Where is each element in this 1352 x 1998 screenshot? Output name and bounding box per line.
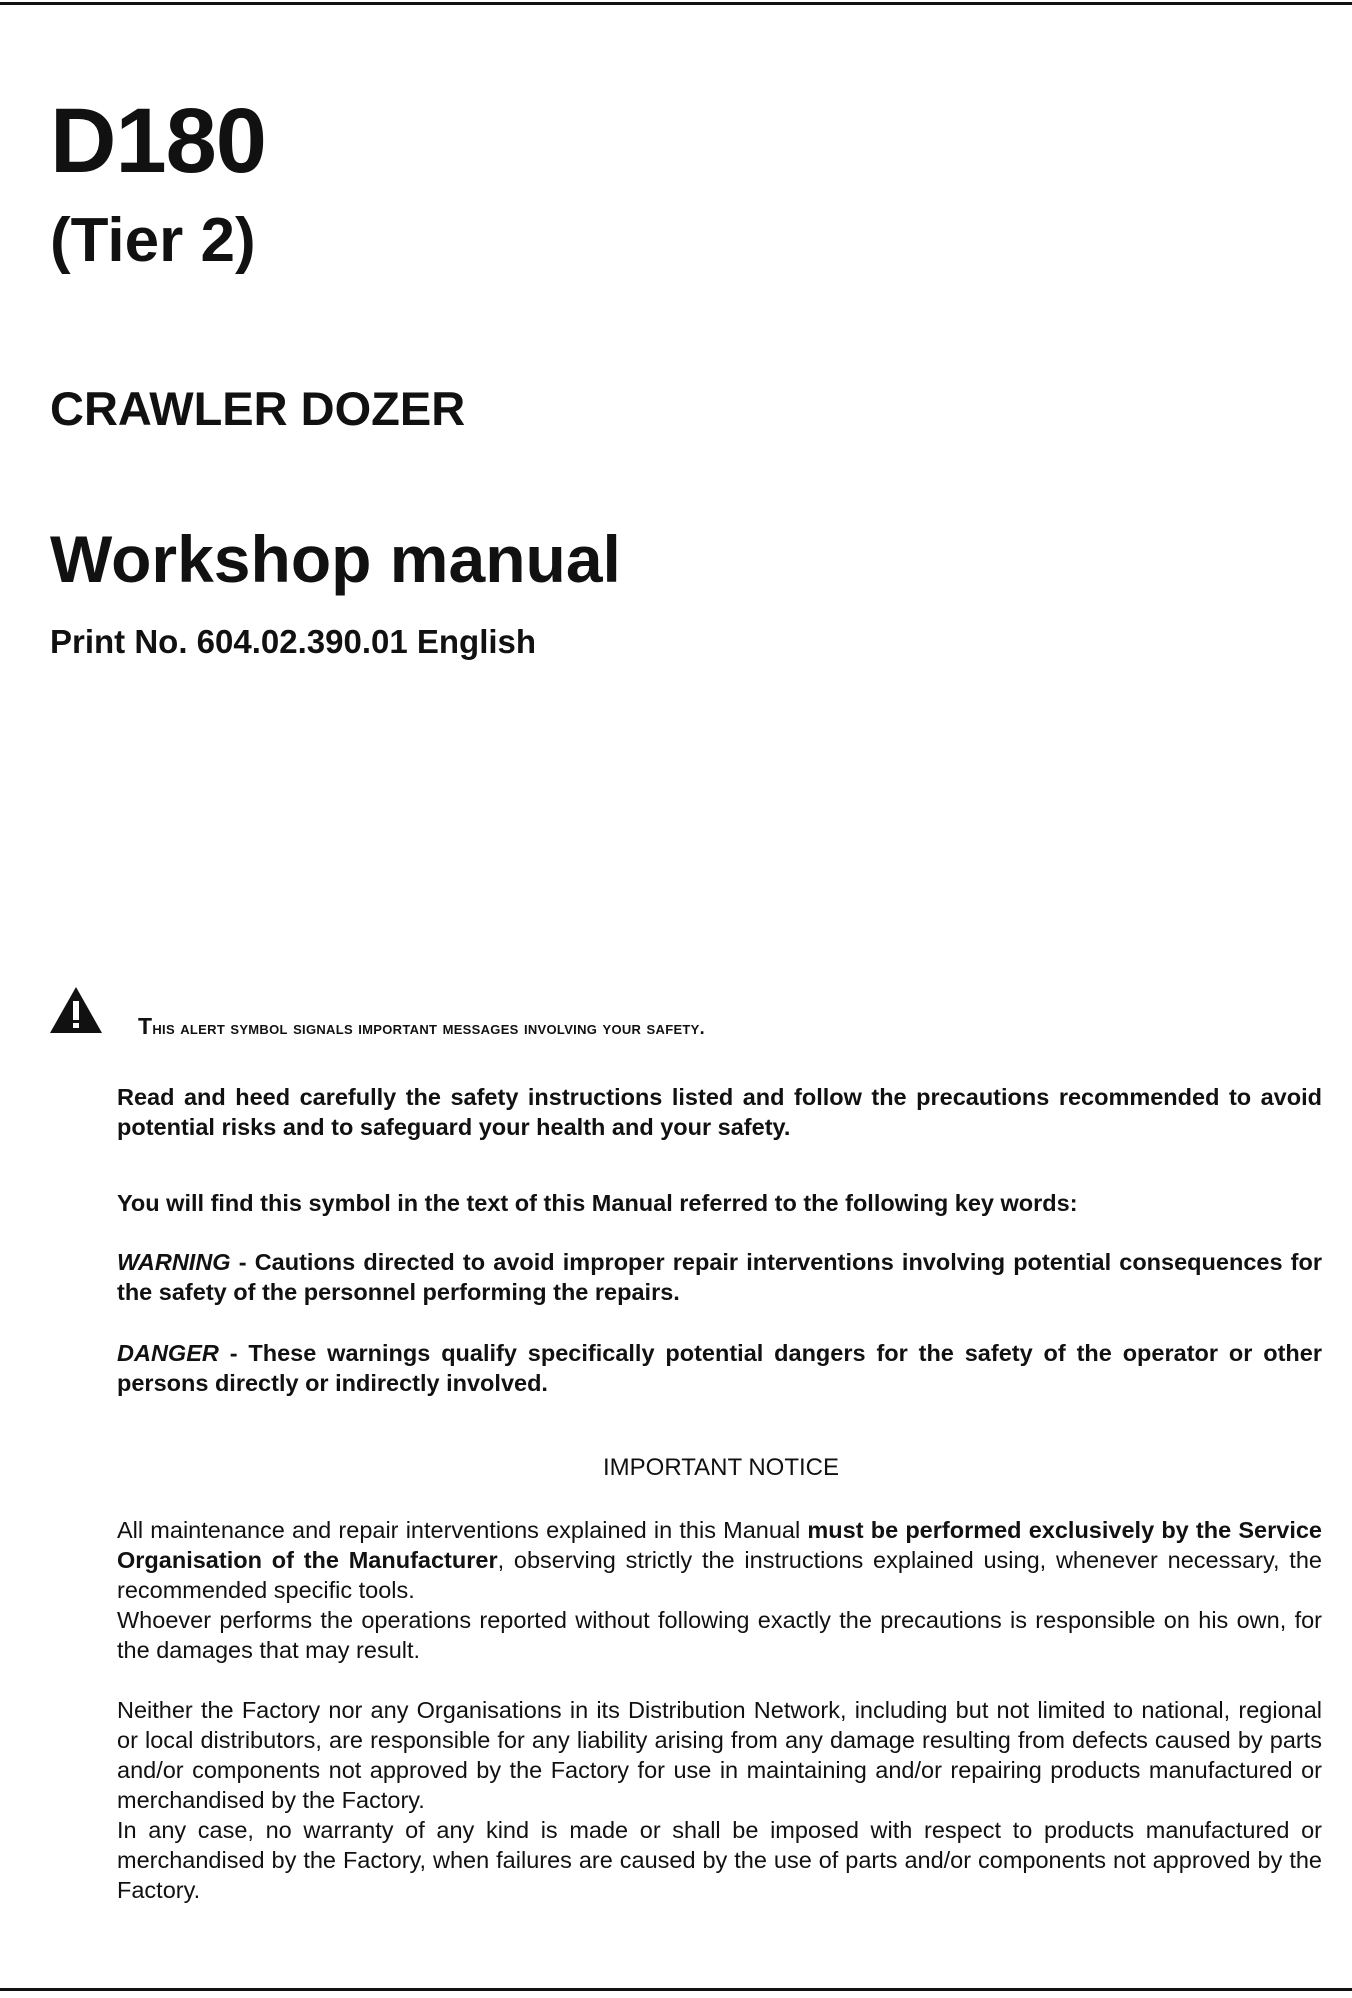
notice-paragraph-3: Neither the Factory nor any Organisations in its Distribution Network, including but not limited to national, regional or local distributors, are responsible for any liability arising from any damage resulting from defects caused by parts and/or components not approved by the Factory for use in maintaining and/or repairing products manufactured or merchandised by the Factory. (117, 1697, 1322, 1813)
warning-triangle-icon (48, 985, 104, 1035)
warning-keyword: WARNING (117, 1249, 231, 1275)
top-rule (0, 2, 1352, 5)
warning-text: - Cautions directed to avoid improper repair interventions involving potential consequences for the safety of the personnel performing the repairs. (117, 1249, 1322, 1305)
symbol-intro-paragraph: You will find this symbol in the text of this Manual referred to the following key words: (117, 1190, 1078, 1216)
manual-title: Workshop manual (50, 522, 621, 596)
tier-subtitle: (Tier 2) (50, 206, 256, 275)
notice-paragraph-1 (117, 1515, 1322, 1605)
heed-paragraph: Read and heed carefully the safety instructions listed and follow the precautions recommended to avoid potential risks and to safeguard your health and your safety. (117, 1084, 1322, 1140)
alert-statement-rest: his alert symbol signals important messages involving your safety. (152, 1018, 705, 1038)
alert-statement (138, 1015, 705, 1038)
danger-paragraph (117, 1338, 1322, 1398)
alert-statement-initial: T (138, 1013, 153, 1039)
notice-paragraph-2: Whoever performs the operations reported without following exactly the precautions is responsible on his own, for the damages that may result. (117, 1607, 1322, 1663)
important-notice-title: IMPORTANT NOTICE (602, 1454, 839, 1481)
notice-paragraph-4: In any case, no warranty of any kind is made or shall be imposed with respect to products manufactured or merchandised by the Factory, when failures are caused by the use of parts and/or components not approved by the Factory. (117, 1817, 1322, 1903)
bottom-rule (0, 1988, 1352, 1991)
machine-type: CRAWLER DOZER (50, 382, 466, 435)
model-title: D180 (50, 90, 266, 192)
notice-p1-end: , observing strictly the instructions explained using, whenever necessary, the recommended specific tools. (117, 1547, 1322, 1603)
notice-p1-start: All maintenance and repair interventions explained in this Manual (117, 1517, 808, 1543)
warning-paragraph (117, 1247, 1322, 1307)
danger-text: - These warnings qualify specifically potential dangers for the safety of the operator or other persons directly or indirectly involved. (117, 1340, 1322, 1396)
print-number: Print No. 604.02.390.01 English (50, 623, 537, 660)
notice-p1-bold: must be performed exclusively by the Service Organisation of the Manufacturer (117, 1517, 1322, 1573)
danger-keyword: DANGER (117, 1340, 219, 1366)
